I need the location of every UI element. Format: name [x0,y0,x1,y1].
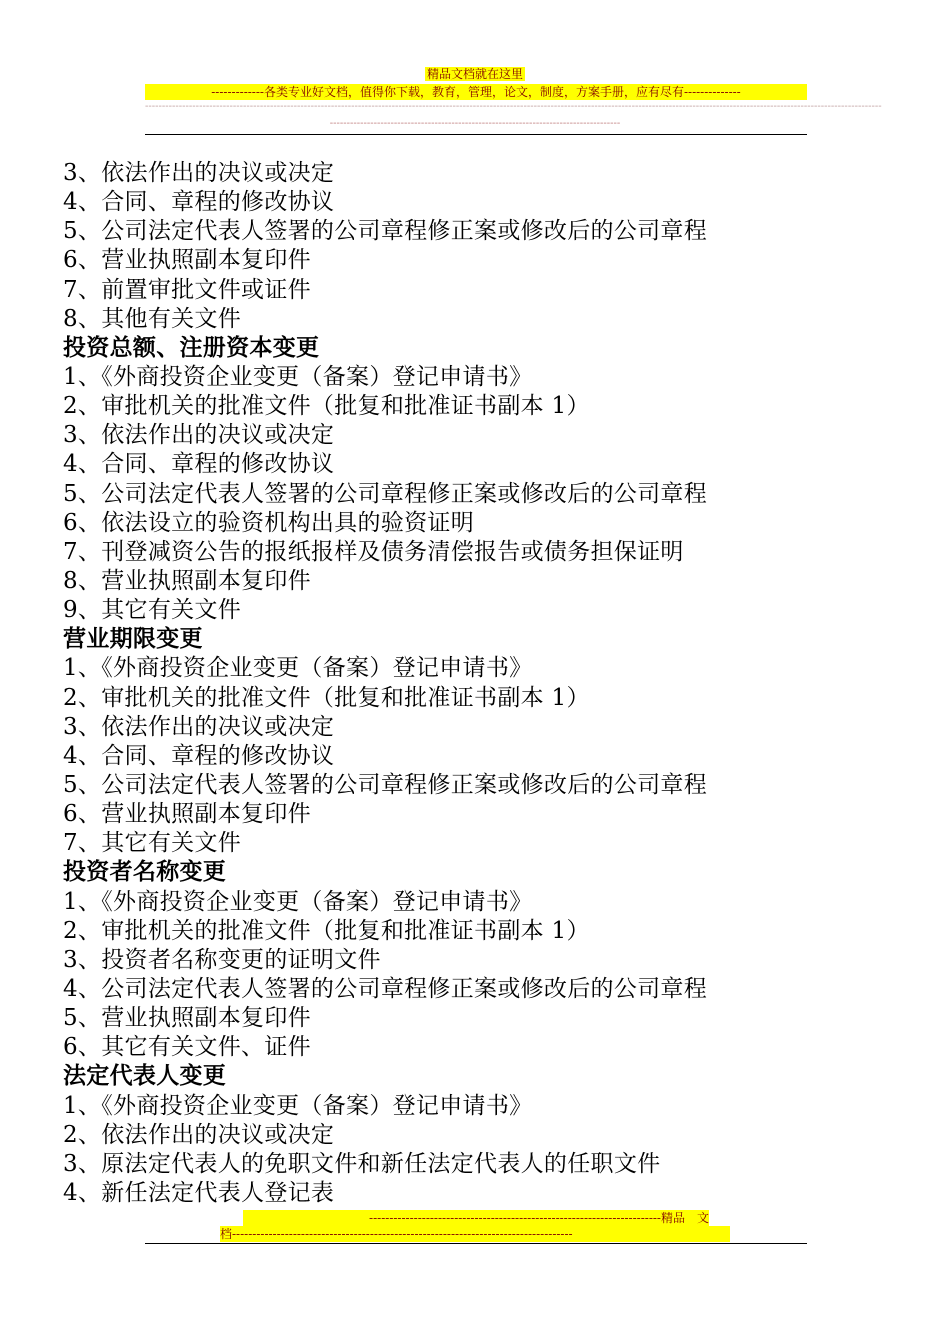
list-item: 1、《外商投资企业变更（备案）登记申请书》 [63,1092,533,1119]
document-body [63,159,843,1208]
list-item: 6、其它有关文件、证件 [63,1034,311,1061]
header-title [0,66,950,82]
list-item: 5、公司法定代表人签署的公司章程修正案或修改后的公司章程 [63,771,708,798]
list-item: 4、新任法定代表人登记表 [63,1179,335,1206]
header-dashes-1: -------------------------------------------------------------------------------------------------------------------------------------------------------------------------------------------------------------------------- [145,101,882,112]
section-heading: 投资者名称变更 [63,859,227,886]
list-item: 1、《外商投资企业变更（备案）登记申请书》 [63,655,533,682]
list-item: 5、营业执照副本复印件 [63,1005,311,1032]
list-item: 8、营业执照副本复印件 [63,567,311,594]
list-item: 6、营业执照副本复印件 [63,801,311,828]
header-dashes-2: -------------------------------------------------------------------------------------- [329,118,621,129]
list-item: 3、依法作出的决议或决定 [63,422,335,449]
section-heading: 法定代表人变更 [63,1063,227,1090]
list-item: 3、依法作出的决议或决定 [63,713,335,740]
list-item: 7、前置审批文件或证件 [63,276,311,303]
footer-rule [145,1243,807,1244]
section-heading: 营业期限变更 [63,626,203,653]
list-item: 8、其他有关文件 [63,305,242,332]
footer-line-1: ------------------------------------------------------------------------精品 文 [243,1210,709,1226]
list-item: 5、公司法定代表人签署的公司章程修正案或修改后的公司章程 [63,480,708,507]
header-title-text: 精品文档就在这里 [426,67,523,81]
list-item: 4、合同、章程的修改协议 [63,451,335,478]
list-item: 7、其它有关文件 [63,830,242,857]
list-item: 2、审批机关的批准文件（批复和批准证书副本 1） [63,917,590,944]
list-item: 3、原法定代表人的免职文件和新任法定代表人的任职文件 [63,1150,661,1177]
footer-line-2: 档------------------------------------------------------------------------------------ [220,1226,730,1242]
list-item: 2、审批机关的批准文件（批复和批准证书副本 1） [63,684,590,711]
list-item: 2、审批机关的批准文件（批复和批准证书副本 1） [63,393,590,420]
list-item: 7、刊登减资公告的报纸报样及债务清偿报告或债务担保证明 [63,538,684,565]
list-item: 4、合同、章程的修改协议 [63,189,335,216]
list-item: 1、《外商投资企业变更（备案）登记申请书》 [63,363,533,390]
list-item: 3、依法作出的决议或决定 [63,160,335,186]
list-item: 9、其它有关文件 [63,597,242,624]
list-item: 3、投资者名称变更的证明文件 [63,946,381,973]
list-item: 2、依法作出的决议或决定 [63,1121,335,1148]
section-heading: 投资总额、注册资本变更 [63,334,320,361]
list-item: 4、公司法定代表人签署的公司章程修正案或修改后的公司章程 [63,975,708,1002]
list-item: 6、依法设立的验资机构出具的验资证明 [63,509,475,536]
header-rule [145,134,807,135]
header-tagline: -------------各类专业好文档，值得你下载，教育，管理，论文，制度，方案手册，应有尽有-------------- [145,84,807,100]
list-item: 4、合同、章程的修改协议 [63,742,335,769]
list-item: 5、公司法定代表人签署的公司章程修正案或修改后的公司章程 [63,218,708,245]
list-item: 1、《外商投资企业变更（备案）登记申请书》 [63,888,533,915]
list-item: 6、营业执照副本复印件 [63,247,311,274]
